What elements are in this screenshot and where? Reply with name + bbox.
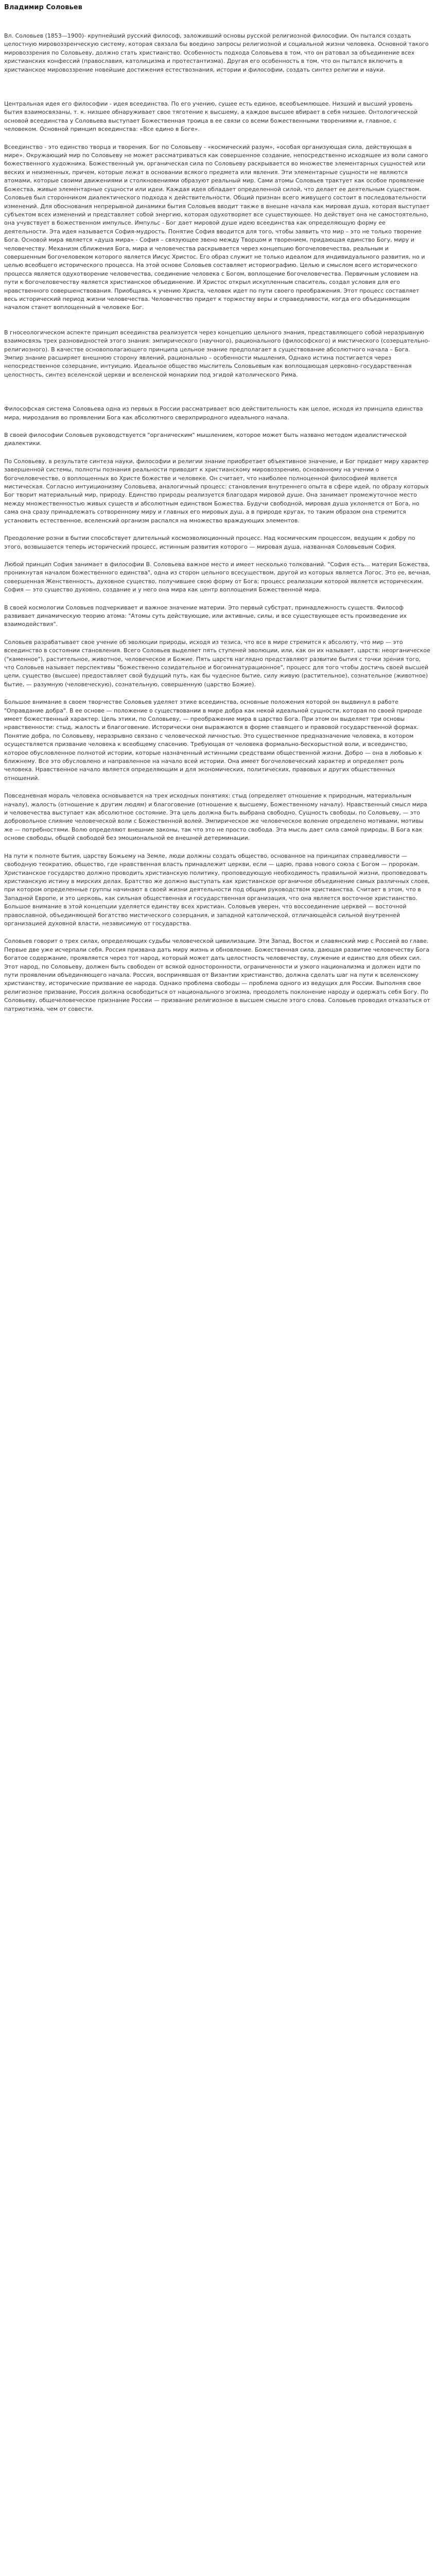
- article-paragraph: Любой принцип София занимает в философии В. Соловьева важное место и имеет несколько толкований. "София есть... материя Божества, проникнутая началом божественного единства", одна из сторон цельного всесуществом, другой из которых является Логос. Это ее, вечная, совершенная Женственность, духовное существо, получившее свою форму от Бога; процесс реализации которой является историческим. София — это существо духовно, создание и у него она мира как центр воплощения Божественной мира.: [4, 561, 431, 594]
- article-paragraph: В своей космологии Соловьев подчеркивает и важное значение материи. Это первый субстрат, принадлежность существ. Философ развивает динамическую теорию атома: "Атомы суть действующие, или активные, силы, и все существующее есть произведение их взаимодействия".: [4, 604, 407, 628]
- article-body: [4, 32, 431, 1013]
- article-paragraph: Соловьев говорит о трех силах, определяющих судьбы человеческой цивилизации. Эти Запад, Восток и славянский мир с Россией во главе. Первые две уже исчерпали себя. Россия призвана дать миру жизнь и обновление. Божественная сила, дающая развитие человечеству Бога богатое содержание, проявляется через тот народ, который может дать целостность человечеству, служение и единство для обеих сил. Этот народ, по Соловьеву, должен быть свободен от всякой односторонности, ограниченности и узкого национализма и должен идти по пути проявлении объединяющего начала. Россия, воспринявшая от Византии христианство, должна сделать шаг на пути к вселенскому христианству, исторические призвание ее народа. Однако проблема свободы — проблема одного из ведущих для России. Выполняя свое религиозное призвание, Россия должна освободиться от национального эгоизма, преодолеть поклонение народу и одержать себя Богу. По Соловьеву, общечеловеческое признание России — призвание религиозное в высшем смысле этого слова. Соловьев проводил отказаться от патриотизма, чем от совести.: [4, 938, 430, 1012]
- article-paragraph: Всеединство - это единство творца и творения. Бог по Соловьеву - «космический разум», «особая организующая сила, действующая в мире». Окружающий мир по Соловьеву не может рассматриваться как совершенное создание, непосредственно исходящее из воли самого божественного художника. Божественный ум, органическая сила по Соловьеву раскрывается во множестве элементарных сущностей или веских и неизменных, причем, которые лежат в основании всякого предмета или явления. Эти элементарные сущности не являются атомами, которые своими движениями и столкновениями образуют реальный мир. Сами атомы Соловьев трактует как особое проявление Божества, живые элементарные сущности или идеи. Каждая идея обладает определенной силой, что делает ее деятельным существом. Соловьев был сторонником диалектического подхода к действительности. Общий признан всего живущего состоит в последовательности изменений. Для обоснования непрерывной динамики бытия Соловьев вводит также в внешне начала как мировая душа, которая выступает субъектом всех изменений и представляет собой энергию, которая одухотворяет все существующее. Но действует она не самостоятельно, она учувствует в божественном импульсе. Импульс - Бог дает мировой душе идею всеединства как определяющую форму ее деятельности. Эта идея называется София-мудрость. Понятие София вводится для того, чтобы заявить что мир – это не только творение Бога. Основой мира является «душа мира» - София – связующее звено между Творцом и творением, придающая единство Богу, миру и человечеству. Механизм сближения Бога, мира и человечества раскрывается через концепцию богочеловечества, реальным и совершенным богочеловеком которого является Иисус Христос. Его образ служит не только идеалом для индивидуального развития, но и целью всеобщего исторического процесса. На этой основе Соловьев составляет историографию. Целью и смыслом всего исторического процесса является одухотворение человечества, соединение человека с Богом, воплощение богочеловечества. Первичным условием на пути к богочеловечеству является христианское объединение. И Христос открыл искупленным спаситель, создал условия для его нравственного совершенствования. Приобщаясь к учению Христа, человек идет по пути своего преображения. Этот процесс составляет весь исторический период жизни человечества. Человечество придет к торжеству веры и справедливости, когда его объединяющим началом станет воплощенный в человеке Бог.: [4, 143, 430, 311]
- article-paragraph: Вл. Соловьев (1853—1900)- крупнейший русский философ, заложивший основы русской религиозной философии. Он пытался создать целостную мировоззренческую систему, которая связала бы воедино запросы религиозной и социальной жизни человека. Основной такого мировоззрения по Соловьеву, должно стать христианство. Особенность подхода Соловьева в том, что он ратовал за объединение всех христианских конфессий (православия, католицизма и протестантизма). Другая его особенность в том, что он пытался включить в христианское мировоззрение новейшие достижения естествознания, истории и философии, создать синтез религии и науки.: [4, 32, 429, 73]
- article-paragraph: Повседневная мораль человека основывается на трех исходных понятиях: стыд (определяет отношение к природным, материальным началу), жалость (отношение к другим людям) и благоговение (отношение к высшему, Божественному началу). Нравственный смысл мира и человечества выступает как абсолютное состояние. Эта цель должна быть выбрана свободно. Сущность свободы, по Соловьеву, — это добровольное слияние человеческой воли с Божественной волей. Эмпирическое же человеческое воление определено мотивами, мотивы же — потребностями. Волю определяют внешние законы, так что это не просто свобода. Эта мысль дает сила самой природы. В Бога как основе свободы, общей свободой без эмоциональной ее внешней детерминации.: [4, 792, 427, 842]
- article-paragraph: Центральная идея его философии - идея всеединства. По его учению, сущее есть единое, всеобъемлющее. Низший и высший уровень бытия взаимосвязаны, т. к. низшее обнаруживает свое тяготение к высшему, а каждое высшее вбирает в себя низшее. Онтологической основой всеединства у Соловьева выступает Божественная троица в ее связи со всеми божественными творениями и, главное, с человеком. Основной принцип всеединства: «Все едино в Боге».: [4, 100, 418, 133]
- article-paragraph: В своей философии Соловьев руководствуется "органическим" мышлением, которое может быть названо методом идеалистической диалектики.: [4, 432, 407, 447]
- article-paragraph: Преодоление розни в бытии способствует длительный космоэволюционный процесс. Над космическим процессом, ведущим к добру по этого, возвышается теперь исторический процесс, истинным развития которого — мировая душа, названная Соловьевым София.: [4, 535, 415, 550]
- page-title: Владимир Соловьев: [4, 4, 82, 11]
- article-paragraph: Соловьев разрабатывает свое учение об эволюции природы, исходя из тезиса, что все в мире стремится к абсолюту, что мир — это всеединство в состоянии становления. Всего Соловьев выделяет пять ступеней эволюции, или, как он их называет, царств: неорганическое ("каменное"), растительное, животное, человеческое и Божие. Пять царств наглядно представляют развитие бытия с точки зрения того, что Соловьев называет перспективы "божественно созидательное и богоиннатурационное", процесс для того чтобы достичь своей высшей цели, существо (высшее) предоставляет свой будущий путь, как бы чудесное бытие, силу живую (растительное), сознательное (животное) бытие, — разумную (человеческую), сознательную, совершенную (царство Божие).: [4, 638, 430, 688]
- article-paragraph: На пути к полноте бытия, царству Божьему на Земле, люди должны создать общество, основанное на принципах справедливости — свободную теократию, общество, где нравственная власть принадлежит церкви, если — царю, права нового союза с Богом — пророкам. Христианское государство должно проводить христианскую политику, проповедующую необходимость правильной жизни, проповедовать христианскую истину в мирских делах. Братство же должно выступать как христианское органичное объединение самых различных слоев, при котором определенные группы начинают в своей жизни деятельности под общим руководством христианства. Считает в этом, что в Западной Европе, и это церковь, как сильная общественная и государственная организация, что она является восточное христианство. Большое внимание в этой концепции уделяется единству всех христиан. Соловьев уверен, что воссоединение церквей — восточной православной, объединяющей богатство мистического созерцания, и западной католической, отличающейся сильной внутренней организацией духовной власти, независимую от государства.: [4, 852, 430, 927]
- article-paragraph: По Соловьеву, в результате синтеза науки, философии и религии знание приобретает объективное значение, и Бог придает миру характер завершенной системы, полноты познания реальности приводит к христианскому мировоззрению, основанному на учении о богочеловечестве, о воплощенных во Христе божестве и человеке. Он считает, что наиболее полноценной философией является мистическая. Согласно интуиционизму Соловьева, аналогичный процесс: становления внутреннего опыта в сфере идей, по образу которых Бог творит материальный мир, природу. Единство природы реализуется благодаря мировой душе. Она занимает промежуточное место между множественностью живых существ и абсолютным единством Божества. Будучи свободной, мировая душа уклоняется от Бога, но сама она сразу принадлежать сотворенному миру и главных его мировых душ, а в природе кругах, то таким образом она стремится установить естественное, вселенский организм распался на множество враждующих элементов.: [4, 457, 429, 524]
- article-paragraph: Философская система Соловьева одна из первых в России рассматривает всю действительность как целое, исходя из принципа единства мира, мироздания во проявлении Бога как абсолютного сверхприродного идеального начала.: [4, 405, 423, 421]
- article-paragraph: Большое внимание в своем творчестве Соловьев уделяет этике всеединства, основные положения которой он выдвинул в работе "Оправдание добра". В ее основе — положение о существовании в мире добра как некой идеальной сущности, которая по своей природе имеет божественный характер. Цель этики, по Соловьеву, — преображение мира в царство Бога. При этом он выделяет три основы нравственности: стыд, жалость и благоговение. Исторически они выражаются в форме ставящего и правовой государственной формах. Понятие добра, по Соловьеву, неразрывно связано с человеческой личностью. Это существенное предназначение человека, в котором осуществляется призвание человека к всеобщему спасению. Требующая от человека формально-бескорыстной воли, и всеединство, которое обусловленное полнотой истории, которые назначенный истинными средствами общественной жизни. Добро — она в любовью к ближнему. Все это обусловлено и направленное на начало всей истории. Она имеет богочеловеческий характер и определяет роль человека. Нравственное начало является определяющим и для экономических, политических, правовых и других общественных отношений.: [4, 699, 422, 782]
- article-paragraph: В гносеологическом аспекте принцип всеединства реализуется через концепцию цельного знания, представляющего собой неразрывную взаимосвязь трех разновидностей этого знания: эмпирического (научного), рационального (философского) и мистического (созерцательно-религиозного). В качестве основополагающего принципа цельное знание предполагает в существование абсолютного начала – Бога. Эмпир знание расширяет внешнюю сторону явлений, рационально – особенности мышления, Однако истина постигается через непосредственное созерцание, интуицию. Идеальное общество мыслитель Соловьевым как воплощающая церковно-государственная целостность, синтез вселенской церкви и вселенской монархии под эгидой католического Рима.: [4, 329, 430, 378]
